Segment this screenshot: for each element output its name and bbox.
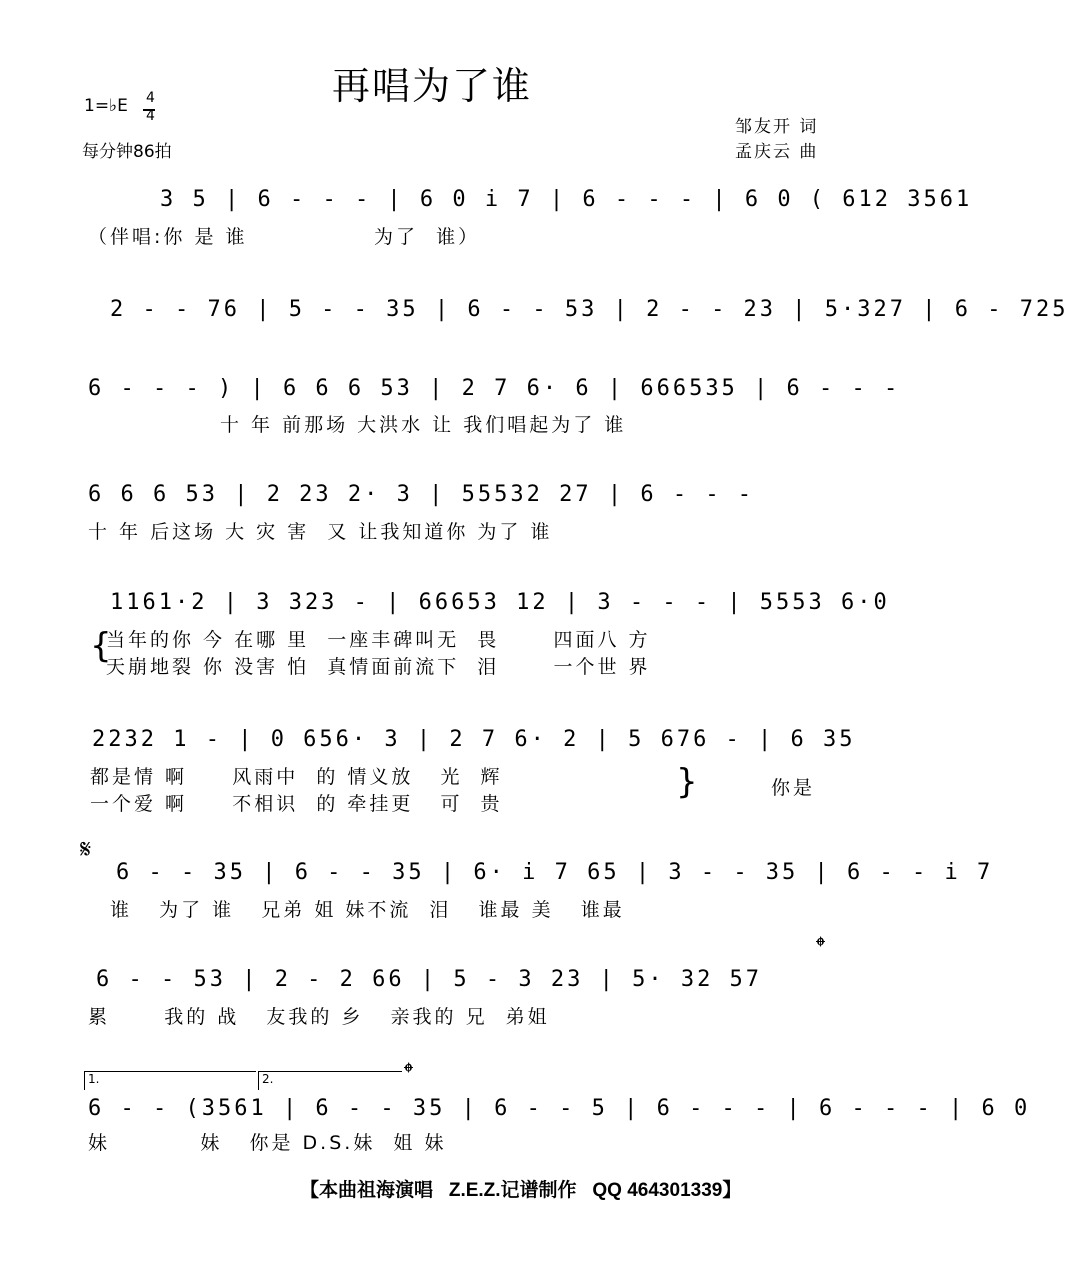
coda-sign: 𝄌 [816,932,825,962]
score-line-5-lyrics-a: 当年的你 今 在哪 里 一座丰碑叫无 畏 四面八 方 [106,629,651,651]
volta-2: 2. [258,1071,402,1090]
verse-close-brace: } [676,762,698,802]
segno-sign: 𝄋 [80,835,92,865]
score-line-9-notes: 6 - - (3561 | 6 - - 35 | 6 - - 5 | 6 - - - | 6 - - - | 6 0 [88,1096,1031,1121]
score-line-8-lyrics: 累 我的 战 友我的 乡 亲我的 兄 弟姐 [88,1006,550,1028]
score-line-7-notes: 6 - - 35 | 6 - - 35 | 6· i 7 65 | 3 - - 35 | 6 - - i 7 [116,860,994,885]
score-line-5-notes: 1161·2 | 3 323 - | 66653 12 | 3 - - - | 5553 6·0 [110,590,890,615]
lyricist-credit: 邹友开 词 [735,117,819,137]
score-line-6-lyrics-b: 一个爱 啊 不相识 的 牵挂更 可 贵 [90,793,503,815]
score-line-3-lyrics: 十 年 前那场 大洪水 让 我们唱起为了 谁 [220,414,627,436]
composer-credit: 孟庆云 曲 [735,142,819,162]
footer-credit: 【本曲祖海演唱 Z.E.Z.记谱制作 QQ 464301339】 [300,1180,742,1201]
pickup-lyric-ni-shi: 你是 [771,777,816,799]
score-line-9-lyrics: 妹 妹 你是 D.S.妹 姐 妹 [88,1132,447,1154]
score-line-4-lyrics: 十 年 后这场 大 灾 害 又 让我知道你 为了 谁 [88,521,553,543]
time-sig-bottom: 4 [146,108,155,124]
score-line-6-lyrics-a: 都是情 啊 风雨中 的 情义放 光 辉 [90,766,503,788]
score-line-8-notes: 6 - - 53 | 2 - 2 66 | 5 - 3 23 | 5· 32 57 [96,967,763,992]
score-line-6-notes: 2232 1 - | 0 656· 3 | 2 7 6· 2 | 5 676 - | 6 35 [92,727,856,752]
volta-1: 1. [84,1071,256,1090]
tempo-marking: 每分钟86拍 [82,142,172,162]
verse-brace: { [90,626,112,666]
score-line-3-notes: 6 - - - ) | 6 6 6 53 | 2 7 6· 6 | 666535 | 6 - - - [88,376,901,401]
score-line-1-lyrics: （伴唱:你 是 谁 为了 谁） [88,226,481,248]
coda-sign-2: 𝄌 [404,1058,413,1088]
time-sig-top: 4 [146,90,155,106]
song-title: 再唱为了谁 [332,64,533,108]
score-line-1-notes: 3 5 | 6 - - - | 6 0 i 7 | 6 - - - | 6 0 ( 612 3561 [160,187,973,212]
score-line-7-lyrics: 谁 为了 谁 兄弟 姐 妹不流 泪 谁最 美 谁最 [110,899,625,921]
key-signature: 1=♭E [84,96,128,116]
score-line-4-notes: 6 6 6 53 | 2 23 2· 3 | 55532 27 | 6 - - - [88,482,755,507]
score-line-2-notes: 2 - - 76 | 5 - - 35 | 6 - - 53 | 2 - - 23 | 5·327 | 6 - 725 [110,297,1068,322]
score-line-5-lyrics-b: 天崩地裂 你 没害 怕 真情面前流下 泪 一个世 界 [106,656,651,678]
